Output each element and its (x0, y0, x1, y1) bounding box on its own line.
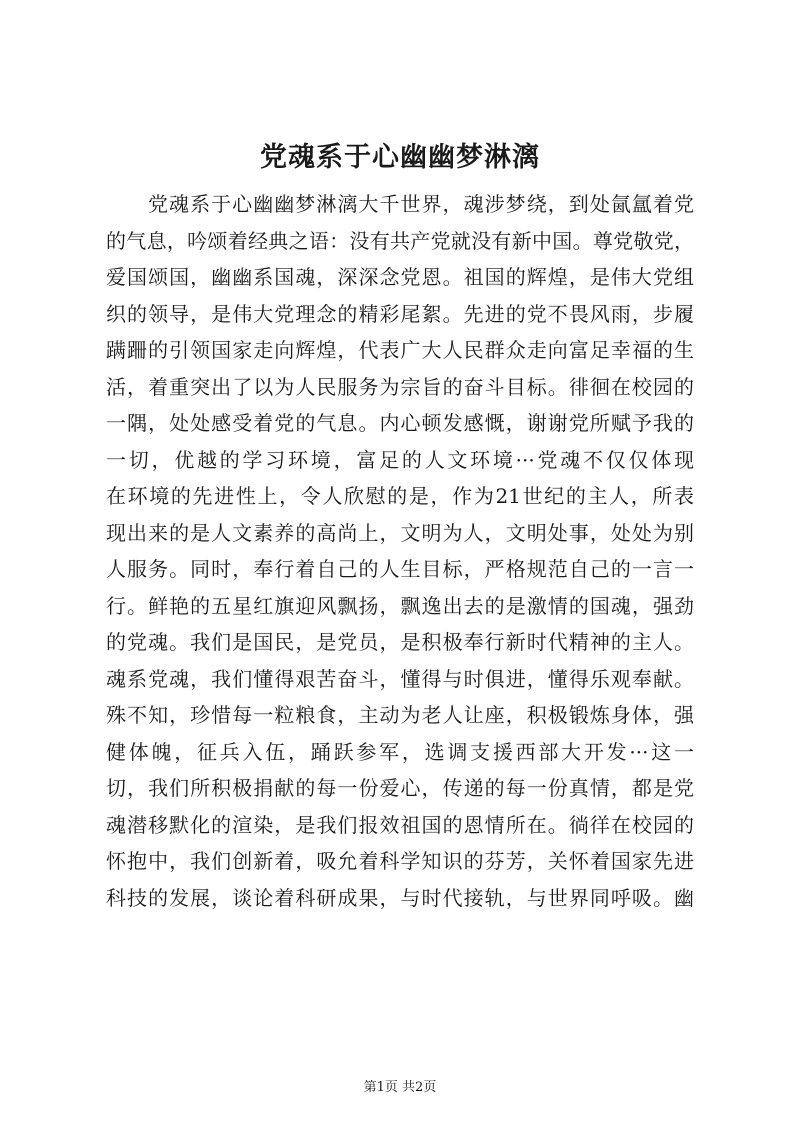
body-line: 爱国颂国，幽幽系国魂，深深念党恩。祖国的辉煌，是伟大党组 (106, 265, 694, 289)
body-line: 活，着重突出了以为人民服务为宗旨的奋斗目标。徘徊在校园的 (106, 374, 694, 399)
document-body (106, 186, 694, 916)
body-line: 织的领导，是伟大党理念的精彩尾絮。先进的党不畏风雨，步履 (106, 301, 694, 326)
body-line: 切，我们所积极捐献的每一份爱心，传递的每一份真情，都是党 (106, 776, 694, 800)
body-line: 行。鲜艳的五星红旗迎风飘扬，飘逸出去的是激情的国魂，强劲 (106, 593, 694, 618)
body-line: 现出来的是人文素养的高尚上，文明为人，文明处事，处处为别 (106, 520, 694, 545)
body-line: 党魂系于心幽幽梦淋漓大千世界，魂涉梦绕，到处氤氲着党 (148, 192, 694, 216)
body-line: 在环境的先进性上，令人欣慰的是，作为21世纪的主人，所表 (106, 484, 694, 508)
body-line: 魂潜移默化的渲染，是我们报效祖国的恩情所在。徜徉在校园的 (106, 812, 694, 837)
body-line: 怀抱中，我们创新着，吸允着科学知识的芬芳，关怀着国家先进 (106, 849, 694, 873)
page-number: 第1页 共2页 (363, 1080, 437, 1095)
body-line: 一切，优越的学习环境，富足的人文环境···党魂不仅仅体现 (106, 447, 694, 472)
body-line: 殊不知，珍惜每一粒粮食，主动为老人让座，积极锻炼身体，强 (106, 703, 694, 727)
body-line: 魂系党魂，我们懂得艰苦奋斗，懂得与时俱进，懂得乐观奉献。 (106, 666, 694, 691)
body-line: 的党魂。我们是国民，是党员，是积极奉行新时代精神的主人。 (106, 630, 694, 654)
body-line: 一隅，处处感受着党的气息。内心顿发感慨，谢谢党所赋予我的 (106, 411, 694, 435)
page-footer (0, 1078, 800, 1098)
document-title: 党魂系于心幽幽梦淋漓 (260, 142, 540, 173)
body-line: 人服务。同时，奉行着自己的人生目标，严格规范自己的一言一 (106, 557, 694, 581)
body-line: 科技的发展，谈论着科研成果，与时代接轨，与世界同呼吸。幽 (106, 885, 694, 910)
body-line: 蹒跚的引领国家走向辉煌，代表广大人民群众走向富足幸福的生 (106, 338, 694, 362)
body-line: 健体魄，征兵入伍，踊跃参军，选调支援西部大开发···这一 (106, 739, 694, 764)
body-line: 的气息，吟颂着经典之语：没有共产党就没有新中国。尊党敬党， (106, 228, 694, 253)
